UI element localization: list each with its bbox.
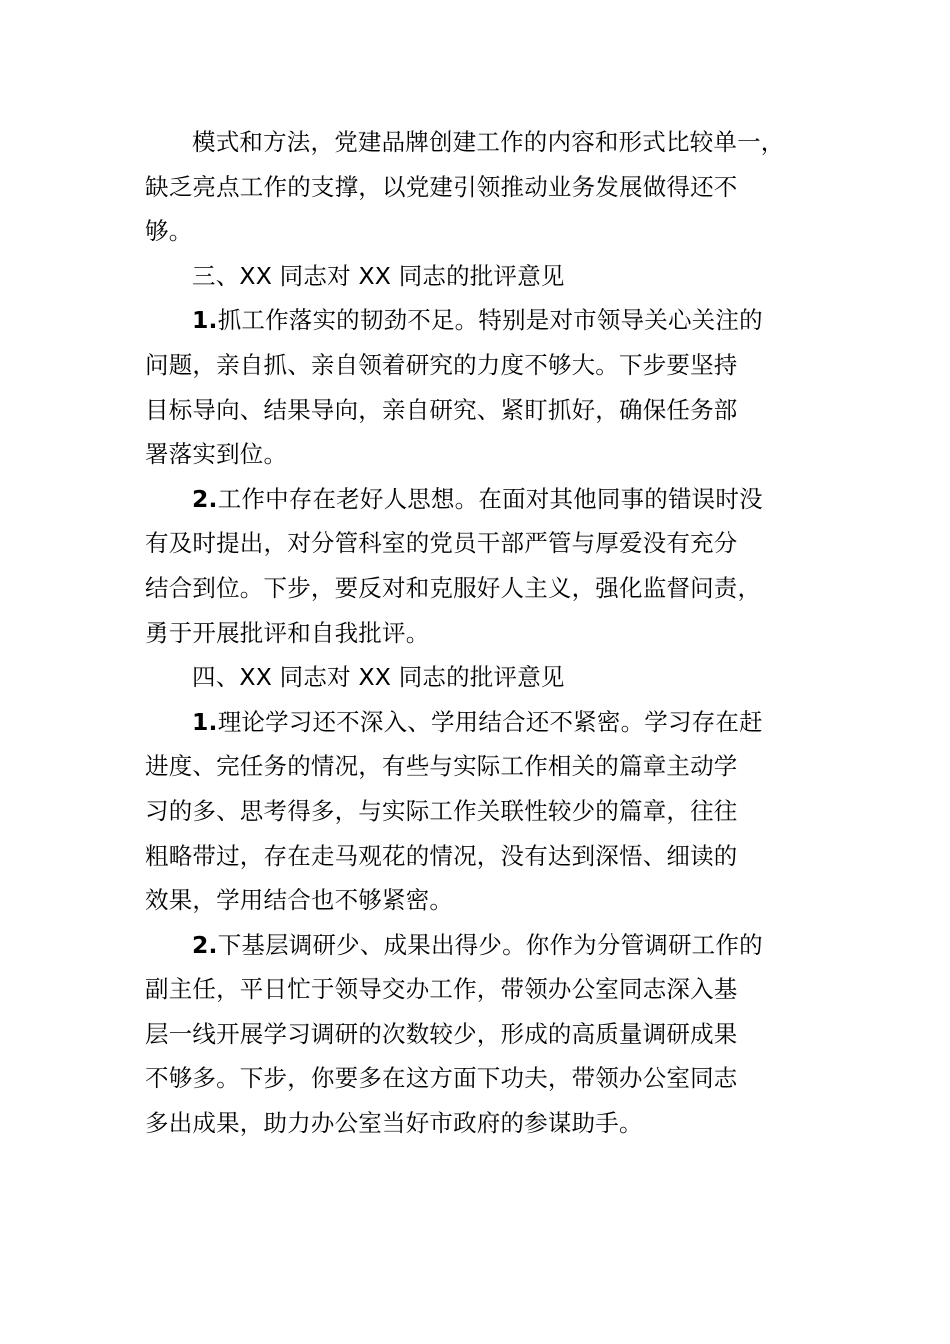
text-line: 不够多。下步，你要多在这方面下功夫，带领办公室同志 <box>145 1064 738 1093</box>
text-line: 效果，学用结合也不够紧密。 <box>145 886 454 915</box>
item-number: 1. <box>192 306 218 335</box>
item-text: 下基层调研少、成果出得少。你作为分管调研工作的 <box>217 930 763 959</box>
item-text: 抓工作落实的韧劲不足。特别是对市领导关心关注的 <box>217 306 763 335</box>
paragraph-continued <box>145 120 835 254</box>
text-line: 粗略带过，存在走马观花的情况，没有达到深悟、细读的 <box>145 841 738 870</box>
text-line: 问题，亲自抓、亲自领着研究的力度不够大。下步要坚持 <box>145 350 738 379</box>
text-line: 够。 <box>145 217 193 246</box>
numbered-item <box>145 923 835 1146</box>
text-line: 多出成果，助力办公室当好市政府的参谋助手。 <box>145 1109 643 1138</box>
text-line: 目标导向、结果导向，亲自研究、紧盯抓好，确保任务部 <box>145 395 738 424</box>
text-line <box>145 477 835 522</box>
document-body <box>145 120 835 1146</box>
text-line <box>145 700 835 745</box>
heading-text: 四、XX 同志对 XX 同志的批评意见 <box>192 663 565 692</box>
text-line: 结合到位。下步，要反对和克服好人主义，强化监督问责， <box>145 573 762 602</box>
text-line: 层一线开展学习调研的次数较少，形成的高质量调研成果 <box>145 1019 738 1048</box>
item-number: 1. <box>192 707 218 736</box>
text-line: 有及时提出，对分管科室的党员干部严管与厚爱没有充分 <box>145 529 738 558</box>
item-text: 工作中存在老好人思想。在面对其他同事的错误时没 <box>217 484 763 513</box>
text-line: 勇于开展批评和自我批评。 <box>145 618 430 647</box>
text-line: 副主任，平日忙于领导交办工作，带领办公室同志深入基 <box>145 975 738 1004</box>
text-line <box>145 298 835 343</box>
numbered-item <box>145 298 835 476</box>
text-line: 模式和方法，党建品牌创建工作的内容和形式比较单一， <box>192 128 785 156</box>
text-line: 习的多、思考得多，与实际工作关联性较少的篇章，往往 <box>145 796 738 825</box>
numbered-item <box>145 700 835 923</box>
text-line: 缺乏亮点工作的支撑，以党建引领推动业务发展做得还不 <box>145 172 738 201</box>
section-heading-3 <box>145 254 835 299</box>
item-text: 理论学习还不深入、学用结合还不紧密。学习存在赶 <box>217 707 763 736</box>
text-line: 进度、完任务的情况，有些与实际工作相关的篇章主动学 <box>145 752 738 781</box>
text-line <box>145 923 835 968</box>
heading-text: 三、XX 同志对 XX 同志的批评意见 <box>192 261 565 290</box>
text-line: 署落实到位。 <box>145 440 288 469</box>
numbered-item <box>145 477 835 655</box>
item-number: 2. <box>192 930 218 959</box>
item-number: 2. <box>192 484 218 513</box>
section-heading-4 <box>145 655 835 700</box>
